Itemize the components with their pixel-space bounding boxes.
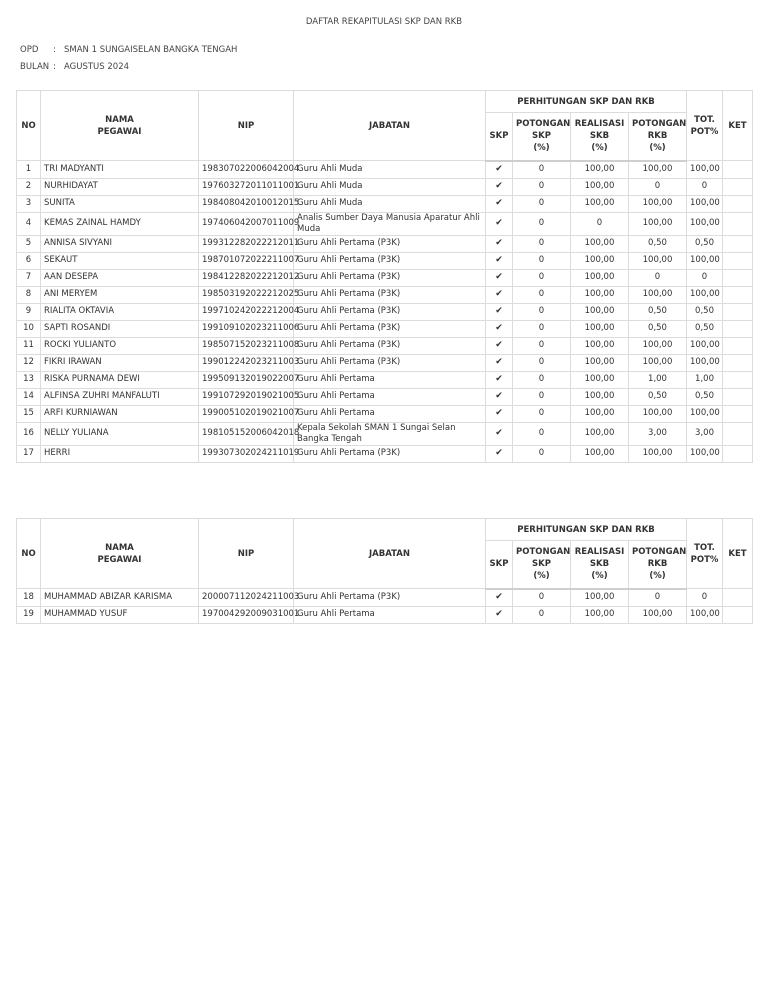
- ket-cell: [723, 195, 753, 212]
- potongan-rkb-cell: 0: [629, 178, 687, 195]
- potongan-rkb-cell: 100,00: [629, 212, 687, 235]
- nama-cell: RIALITA OKTAVIA: [41, 303, 199, 320]
- no-cell: 1: [17, 161, 41, 179]
- jabatan-cell: Kepala Sekolah SMAN 1 Sungai Selan Bangka Tengah: [294, 422, 486, 445]
- nip-cell: 197603272011011001: [199, 178, 294, 195]
- jabatan-cell: Guru Ahli Muda: [294, 178, 486, 195]
- potongan-skp-cell: 0: [513, 286, 571, 303]
- nama-cell: NURHIDAYAT: [41, 178, 199, 195]
- check-icon: ✔: [486, 337, 513, 354]
- header-tot-pot: TOT. POT%: [687, 91, 723, 161]
- ket-cell: [723, 371, 753, 388]
- realisasi-skb-cell: 100,00: [571, 303, 629, 320]
- nip-cell: 198503192022212025: [199, 286, 294, 303]
- realisasi-skb-cell: 100,00: [571, 195, 629, 212]
- no-cell: 9: [17, 303, 41, 320]
- no-cell: 12: [17, 354, 41, 371]
- header-skp: SKP: [486, 113, 513, 161]
- table-row: [17, 422, 753, 445]
- no-cell: 3: [17, 195, 41, 212]
- jabatan-cell: Guru Ahli Pertama (P3K): [294, 320, 486, 337]
- tot-pot-cell: 0,50: [687, 388, 723, 405]
- realisasi-skb-cell: 100,00: [571, 286, 629, 303]
- nama-cell: TRI MADYANTI: [41, 161, 199, 179]
- check-icon: ✔: [486, 195, 513, 212]
- table-1-body: [17, 161, 753, 463]
- nama-cell: ANNISA SIVYANI: [41, 235, 199, 252]
- potongan-rkb-cell: 3,00: [629, 422, 687, 445]
- ket-cell: [723, 405, 753, 422]
- table-row: [17, 445, 753, 462]
- tot-pot-cell: 100,00: [687, 212, 723, 235]
- table-row: [17, 252, 753, 269]
- nama-cell: RISKA PURNAMA DEWI: [41, 371, 199, 388]
- potongan-rkb-cell: 0: [629, 269, 687, 286]
- ket-cell: [723, 286, 753, 303]
- nip-cell: 198307022006042004: [199, 161, 294, 179]
- potongan-skp-cell: 0: [513, 178, 571, 195]
- potongan-rkb-cell: 100,00: [629, 445, 687, 462]
- table-row: [17, 235, 753, 252]
- jabatan-cell: Guru Ahli Pertama (P3K): [294, 235, 486, 252]
- nama-cell: ANI MERYEM: [41, 286, 199, 303]
- header-nip: NIP: [199, 91, 294, 161]
- jabatan-cell: Guru Ahli Pertama (P3K): [294, 269, 486, 286]
- check-icon: ✔: [486, 354, 513, 371]
- potongan-skp-cell: 0: [513, 252, 571, 269]
- check-icon: ✔: [486, 303, 513, 320]
- tot-pot-cell: 100,00: [687, 354, 723, 371]
- potongan-skp-cell: 0: [513, 422, 571, 445]
- potongan-skp-cell: 0: [513, 195, 571, 212]
- nip-cell: 198105152006042018: [199, 422, 294, 445]
- nama-cell: ALFINSA ZUHRI MANFALUTI: [41, 388, 199, 405]
- tot-pot-cell: 100,00: [687, 286, 723, 303]
- nama-cell: NELLY YULIANA: [41, 422, 199, 445]
- ket-cell: [723, 388, 753, 405]
- realisasi-skb-cell: 0: [571, 212, 629, 235]
- realisasi-skb-cell: 100,00: [571, 422, 629, 445]
- tot-pot-cell: 100,00: [687, 606, 723, 623]
- recap-table-2: [16, 518, 753, 624]
- table-row: [17, 354, 753, 371]
- header-perhitungan: PERHITUNGAN SKP DAN RKB: [486, 91, 687, 113]
- jabatan-cell: Guru Ahli Pertama: [294, 606, 486, 623]
- tot-pot-cell: 0,50: [687, 303, 723, 320]
- header-realisasi-skb: REALISASI SKB (%): [571, 541, 629, 589]
- ket-cell: [723, 269, 753, 286]
- tot-pot-cell: 0,50: [687, 320, 723, 337]
- nip-cell: 199005102019021007: [199, 405, 294, 422]
- check-icon: ✔: [486, 371, 513, 388]
- header-no: NO: [17, 519, 41, 589]
- header-ket: KET: [723, 519, 753, 589]
- bulan-value: AGUSTUS 2024: [64, 62, 130, 72]
- bulan-label: BULAN: [20, 62, 50, 72]
- jabatan-cell: Guru Ahli Pertama (P3K): [294, 252, 486, 269]
- header-tot-pot: TOT. POT%: [687, 519, 723, 589]
- header-potongan-rkb: POTONGAN RKB (%): [629, 541, 687, 589]
- no-cell: 13: [17, 371, 41, 388]
- header-nip: NIP: [199, 519, 294, 589]
- no-cell: 19: [17, 606, 41, 623]
- table-2-body: [17, 589, 753, 624]
- potongan-skp-cell: 0: [513, 161, 571, 179]
- nip-cell: 199312282022212011: [199, 235, 294, 252]
- jabatan-cell: Guru Ahli Pertama: [294, 388, 486, 405]
- nama-cell: SUNITA: [41, 195, 199, 212]
- ket-cell: [723, 606, 753, 623]
- tot-pot-cell: 100,00: [687, 161, 723, 179]
- opd-value: SMAN 1 SUNGAISELAN BANGKA TENGAH: [64, 45, 238, 55]
- nama-cell: HERRI: [41, 445, 199, 462]
- potongan-rkb-cell: 100,00: [629, 606, 687, 623]
- check-icon: ✔: [486, 235, 513, 252]
- nip-cell: 197406042007011009: [199, 212, 294, 235]
- jabatan-cell: Guru Ahli Pertama (P3K): [294, 303, 486, 320]
- potongan-skp-cell: 0: [513, 269, 571, 286]
- nip-cell: 198701072022211007: [199, 252, 294, 269]
- header-potongan-skp: POTONGAN SKP (%): [513, 113, 571, 161]
- nip-cell: 199509132019022007: [199, 371, 294, 388]
- header-jabatan: JABATAN: [294, 91, 486, 161]
- potongan-skp-cell: 0: [513, 212, 571, 235]
- nip-cell: 199012242023211003: [199, 354, 294, 371]
- tot-pot-cell: 100,00: [687, 195, 723, 212]
- table-row: [17, 178, 753, 195]
- nip-cell: 197004292009031001: [199, 606, 294, 623]
- nama-cell: SAPTI ROSANDI: [41, 320, 199, 337]
- no-cell: 11: [17, 337, 41, 354]
- table-row: [17, 303, 753, 320]
- tot-pot-cell: 100,00: [687, 445, 723, 462]
- potongan-rkb-cell: 100,00: [629, 405, 687, 422]
- check-icon: ✔: [486, 286, 513, 303]
- tot-pot-cell: 100,00: [687, 252, 723, 269]
- table-row: [17, 405, 753, 422]
- ket-cell: [723, 445, 753, 462]
- nama-cell: ROCKI YULIANTO: [41, 337, 199, 354]
- check-icon: ✔: [486, 212, 513, 235]
- potongan-rkb-cell: 0,50: [629, 388, 687, 405]
- no-cell: 4: [17, 212, 41, 235]
- ket-cell: [723, 422, 753, 445]
- potongan-rkb-cell: 100,00: [629, 337, 687, 354]
- potongan-skp-cell: 0: [513, 388, 571, 405]
- header-potongan-rkb: POTONGAN RKB (%): [629, 113, 687, 161]
- header-skp: SKP: [486, 541, 513, 589]
- table-row: [17, 337, 753, 354]
- jabatan-cell: Guru Ahli Pertama (P3K): [294, 445, 486, 462]
- table-row: [17, 388, 753, 405]
- realisasi-skb-cell: 100,00: [571, 178, 629, 195]
- table-row: [17, 589, 753, 607]
- nama-cell: MUHAMMAD ABIZAR KARISMA: [41, 589, 199, 607]
- potongan-skp-cell: 0: [513, 606, 571, 623]
- no-cell: 14: [17, 388, 41, 405]
- jabatan-cell: Guru Ahli Pertama (P3K): [294, 286, 486, 303]
- tot-pot-cell: 1,00: [687, 371, 723, 388]
- opd-line: [20, 45, 237, 55]
- potongan-rkb-cell: 100,00: [629, 252, 687, 269]
- header-realisasi-skb: REALISASI SKB (%): [571, 113, 629, 161]
- potongan-skp-cell: 0: [513, 303, 571, 320]
- table-row: [17, 195, 753, 212]
- potongan-skp-cell: 0: [513, 445, 571, 462]
- check-icon: ✔: [486, 405, 513, 422]
- ket-cell: [723, 235, 753, 252]
- check-icon: ✔: [486, 161, 513, 179]
- no-cell: 15: [17, 405, 41, 422]
- header-no: NO: [17, 91, 41, 161]
- nip-cell: 198408042010012015: [199, 195, 294, 212]
- table-row: [17, 212, 753, 235]
- nama-cell: SEKAUT: [41, 252, 199, 269]
- nama-cell: FIKRI IRAWAN: [41, 354, 199, 371]
- tot-pot-cell: 0: [687, 178, 723, 195]
- ket-cell: [723, 161, 753, 179]
- potongan-rkb-cell: 100,00: [629, 354, 687, 371]
- nama-cell: ARFI KURNIAWAN: [41, 405, 199, 422]
- realisasi-skb-cell: 100,00: [571, 269, 629, 286]
- jabatan-cell: Guru Ahli Pertama (P3K): [294, 589, 486, 607]
- nip-cell: 198507152023211008: [199, 337, 294, 354]
- nip-cell: 199710242022212004: [199, 303, 294, 320]
- jabatan-cell: Guru Ahli Muda: [294, 195, 486, 212]
- tot-pot-cell: 0: [687, 589, 723, 607]
- potongan-skp-cell: 0: [513, 235, 571, 252]
- no-cell: 18: [17, 589, 41, 607]
- realisasi-skb-cell: 100,00: [571, 252, 629, 269]
- check-icon: ✔: [486, 422, 513, 445]
- potongan-rkb-cell: 0,50: [629, 303, 687, 320]
- potongan-rkb-cell: 0: [629, 589, 687, 607]
- header-nama: NAMA PEGAWAI: [41, 91, 199, 161]
- table-row: [17, 161, 753, 179]
- check-icon: ✔: [486, 388, 513, 405]
- check-icon: ✔: [486, 445, 513, 462]
- potongan-skp-cell: 0: [513, 405, 571, 422]
- no-cell: 6: [17, 252, 41, 269]
- jabatan-cell: Guru Ahli Pertama (P3K): [294, 354, 486, 371]
- realisasi-skb-cell: 100,00: [571, 354, 629, 371]
- jabatan-cell: Guru Ahli Pertama (P3K): [294, 337, 486, 354]
- no-cell: 17: [17, 445, 41, 462]
- tot-pot-cell: 0: [687, 269, 723, 286]
- ket-cell: [723, 212, 753, 235]
- check-icon: ✔: [486, 589, 513, 607]
- ket-cell: [723, 354, 753, 371]
- realisasi-skb-cell: 100,00: [571, 405, 629, 422]
- opd-label: OPD: [20, 45, 39, 55]
- jabatan-cell: Guru Ahli Pertama: [294, 405, 486, 422]
- realisasi-skb-cell: 100,00: [571, 161, 629, 179]
- potongan-skp-cell: 0: [513, 354, 571, 371]
- jabatan-cell: Guru Ahli Pertama: [294, 371, 486, 388]
- nip-cell: 199107292019021005: [199, 388, 294, 405]
- check-icon: ✔: [486, 606, 513, 623]
- no-cell: 10: [17, 320, 41, 337]
- no-cell: 2: [17, 178, 41, 195]
- potongan-rkb-cell: 0,50: [629, 320, 687, 337]
- table-row: [17, 320, 753, 337]
- realisasi-skb-cell: 100,00: [571, 589, 629, 607]
- ket-cell: [723, 589, 753, 607]
- bulan-line: [20, 62, 129, 72]
- ket-cell: [723, 320, 753, 337]
- header-ket: KET: [723, 91, 753, 161]
- realisasi-skb-cell: 100,00: [571, 388, 629, 405]
- nip-cell: 200007112024211003: [199, 589, 294, 607]
- ket-cell: [723, 337, 753, 354]
- nama-cell: KEMAS ZAINAL HAMDY: [41, 212, 199, 235]
- recap-table-1: [16, 90, 753, 463]
- potongan-skp-cell: 0: [513, 337, 571, 354]
- jabatan-cell: Analis Sumber Daya Manusia Aparatur Ahli Muda: [294, 212, 486, 235]
- tot-pot-cell: 100,00: [687, 337, 723, 354]
- table-row: [17, 371, 753, 388]
- header-nama: NAMA PEGAWAI: [41, 519, 199, 589]
- header-perhitungan: PERHITUNGAN SKP DAN RKB: [486, 519, 687, 541]
- header-jabatan: JABATAN: [294, 519, 486, 589]
- realisasi-skb-cell: 100,00: [571, 371, 629, 388]
- nama-cell: MUHAMMAD YUSUF: [41, 606, 199, 623]
- table-row: [17, 606, 753, 623]
- check-icon: ✔: [486, 252, 513, 269]
- no-cell: 7: [17, 269, 41, 286]
- no-cell: 16: [17, 422, 41, 445]
- ket-cell: [723, 303, 753, 320]
- realisasi-skb-cell: 100,00: [571, 606, 629, 623]
- nip-cell: 199307302024211019: [199, 445, 294, 462]
- table-row: [17, 286, 753, 303]
- potongan-rkb-cell: 100,00: [629, 161, 687, 179]
- potongan-skp-cell: 0: [513, 371, 571, 388]
- ket-cell: [723, 252, 753, 269]
- potongan-skp-cell: 0: [513, 589, 571, 607]
- nip-cell: 198412282022212012: [199, 269, 294, 286]
- potongan-rkb-cell: 0,50: [629, 235, 687, 252]
- no-cell: 8: [17, 286, 41, 303]
- opd-separator: :: [53, 45, 56, 55]
- table-row: [17, 269, 753, 286]
- realisasi-skb-cell: 100,00: [571, 445, 629, 462]
- nama-cell: AAN DESEPA: [41, 269, 199, 286]
- nip-cell: 199109102023211006: [199, 320, 294, 337]
- check-icon: ✔: [486, 178, 513, 195]
- realisasi-skb-cell: 100,00: [571, 337, 629, 354]
- ket-cell: [723, 178, 753, 195]
- no-cell: 5: [17, 235, 41, 252]
- potongan-skp-cell: 0: [513, 320, 571, 337]
- check-icon: ✔: [486, 320, 513, 337]
- tot-pot-cell: 3,00: [687, 422, 723, 445]
- check-icon: ✔: [486, 269, 513, 286]
- tot-pot-cell: 0,50: [687, 235, 723, 252]
- tot-pot-cell: 100,00: [687, 405, 723, 422]
- document-title: DAFTAR REKAPITULASI SKP DAN RKB: [305, 17, 463, 27]
- bulan-separator: :: [53, 62, 56, 72]
- jabatan-cell: Guru Ahli Muda: [294, 161, 486, 179]
- potongan-rkb-cell: 1,00: [629, 371, 687, 388]
- potongan-rkb-cell: 100,00: [629, 195, 687, 212]
- realisasi-skb-cell: 100,00: [571, 320, 629, 337]
- realisasi-skb-cell: 100,00: [571, 235, 629, 252]
- potongan-rkb-cell: 100,00: [629, 286, 687, 303]
- header-potongan-skp: POTONGAN SKP (%): [513, 541, 571, 589]
